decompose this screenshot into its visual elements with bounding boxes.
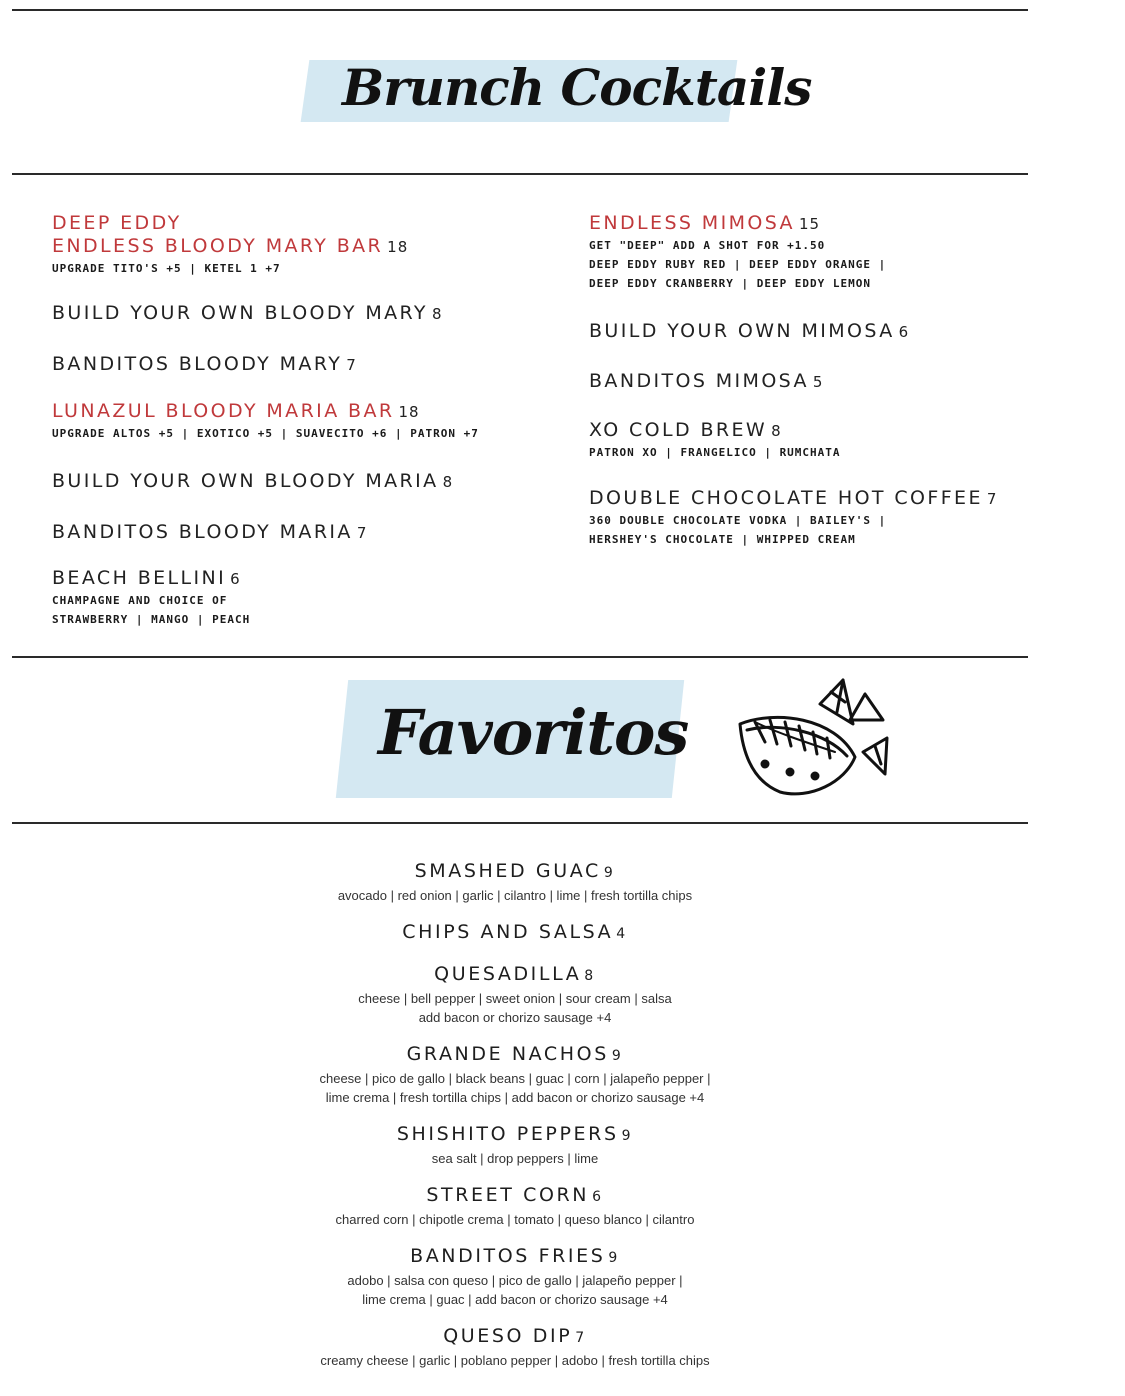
menu-item bbox=[52, 353, 532, 377]
menu-item-description: DEEP EDDY CRANBERRY | DEEP EDDY LEMON bbox=[589, 277, 872, 290]
favorito-item bbox=[0, 1121, 1030, 1168]
favoritos-title: Favoritos bbox=[378, 696, 689, 769]
menu-item-name bbox=[52, 353, 532, 377]
favorito-item bbox=[0, 1182, 1030, 1229]
menu-item-name bbox=[589, 370, 1069, 394]
favorito-item bbox=[0, 1243, 1030, 1309]
favorito-price: 9 bbox=[621, 1128, 634, 1144]
menu-item-name-text: DOUBLE CHOCOLATE HOT COFFEE bbox=[589, 487, 983, 509]
favorito-price: 7 bbox=[575, 1330, 587, 1346]
favorito-description: charred corn | chipotle crema | tomato | queso blanco | cilantro bbox=[335, 1212, 695, 1227]
menu-item-price: 5 bbox=[812, 373, 824, 391]
menu-item-name bbox=[52, 302, 532, 326]
favorito-item bbox=[0, 919, 1030, 947]
cocktails-divider bbox=[12, 173, 1028, 175]
menu-item-description: PATRON XO | FRANGELICO | RUMCHATA bbox=[589, 446, 841, 459]
menu-item-description: GET "DEEP" ADD A SHOT FOR +1.50 bbox=[589, 239, 826, 252]
favorito-description: add bacon or chorizo sausage +4 bbox=[418, 1010, 612, 1025]
menu-item-name-text: BUILD YOUR OWN BLOODY MARIA bbox=[52, 470, 439, 492]
menu-item-price: 7 bbox=[346, 356, 357, 374]
menu-item-price: 15 bbox=[798, 215, 821, 233]
menu-item-price: 6 bbox=[230, 570, 241, 588]
favorito-name-text: SHISHITO PEPPERS bbox=[396, 1123, 619, 1145]
favorito-description: adobo | salsa con queso | pico de gallo | jalapeño pepper | bbox=[347, 1273, 683, 1288]
favorito-price: 9 bbox=[608, 1250, 620, 1266]
menu-item-name bbox=[52, 400, 532, 424]
menu-item bbox=[589, 320, 1069, 344]
menu-item-name bbox=[52, 567, 532, 591]
favorito-price: 9 bbox=[611, 1048, 624, 1064]
menu-item bbox=[589, 370, 1069, 394]
menu-item bbox=[589, 419, 1069, 462]
menu-item-name bbox=[589, 320, 1069, 344]
menu-item-price: 18 bbox=[387, 238, 409, 256]
menu-item-name-text: BANDITOS BLOODY MARIA bbox=[52, 521, 353, 543]
menu-item-name: DEEP EDDY bbox=[52, 212, 182, 234]
favorito-description: lime crema | guac | add bacon or chorizo sausage +4 bbox=[362, 1292, 668, 1307]
favorito-name bbox=[0, 1243, 1030, 1271]
favoritos-bottom-divider bbox=[12, 822, 1028, 824]
favorito-name-text: STREET CORN bbox=[426, 1184, 590, 1206]
menu-item-description: 360 DOUBLE CHOCOLATE VODKA | BAILEY'S | bbox=[589, 514, 887, 527]
menu-item bbox=[52, 302, 532, 326]
menu-item-name-text: LUNAZUL BLOODY MARIA BAR bbox=[52, 400, 395, 422]
menu-item-price: 8 bbox=[431, 305, 443, 323]
favorito-name-text: CHIPS AND SALSA bbox=[402, 921, 614, 943]
menu-item-name-text: BUILD YOUR OWN MIMOSA bbox=[589, 320, 895, 342]
cocktails-title: Brunch Cocktails bbox=[342, 58, 812, 117]
menu-item-name bbox=[589, 419, 1069, 443]
menu-item-name bbox=[52, 235, 532, 259]
menu-item-name bbox=[589, 212, 1069, 236]
favorito-name bbox=[0, 919, 1030, 947]
menu-item bbox=[589, 487, 1069, 549]
menu-item bbox=[52, 470, 532, 494]
favorito-price: 9 bbox=[603, 865, 616, 881]
favorito-price: 8 bbox=[584, 968, 596, 984]
favorito-name bbox=[0, 858, 1030, 886]
nachos-icon bbox=[735, 672, 895, 807]
favorito-description: cheese | pico de gallo | black beans | guac | corn | jalapeño pepper | bbox=[319, 1071, 711, 1086]
cocktails-left-column bbox=[52, 212, 532, 629]
menu-item-price: 18 bbox=[398, 403, 420, 421]
cocktails-right-column bbox=[589, 212, 1069, 549]
favorito-name bbox=[0, 1041, 1030, 1069]
menu-item-name bbox=[589, 487, 1069, 511]
menu-item-name-text: BUILD YOUR OWN BLOODY MARY bbox=[52, 302, 428, 324]
menu-item bbox=[589, 212, 1069, 293]
menu-item bbox=[52, 400, 532, 443]
favorito-item bbox=[0, 858, 1030, 905]
favorito-price: 6 bbox=[592, 1189, 604, 1205]
menu-item-name-text: BEACH BELLINI bbox=[52, 567, 227, 589]
favorito-description: avocado | red onion | garlic | cilantro | lime | fresh tortilla chips bbox=[337, 888, 693, 903]
menu-item-name-text: ENDLESS MIMOSA bbox=[589, 212, 795, 234]
favorito-name-text: QUESADILLA bbox=[434, 963, 582, 985]
menu-item-price: 7 bbox=[356, 524, 368, 542]
favorito-name-text: SMASHED GUAC bbox=[414, 860, 601, 882]
menu-item-name-text: BANDITOS MIMOSA bbox=[589, 370, 809, 392]
favorito-name bbox=[0, 961, 1030, 989]
menu-item bbox=[52, 521, 532, 545]
menu-item-description: UPGRADE ALTOS +5 | EXOTICO +5 | SUAVECITO +6 | PATRON +7 bbox=[52, 427, 479, 440]
favoritos-top-divider bbox=[12, 656, 1028, 658]
favorito-description: cheese | bell pepper | sweet onion | sour cream | salsa bbox=[358, 991, 672, 1006]
favoritos-list bbox=[0, 858, 1030, 1384]
favorito-description: creamy cheese | garlic | poblano pepper | adobo | fresh tortilla chips bbox=[320, 1353, 710, 1368]
menu-item-name-text: BANDITOS BLOODY MARY bbox=[52, 353, 343, 375]
favorito-name bbox=[0, 1323, 1030, 1351]
menu-item bbox=[52, 567, 532, 629]
menu-item bbox=[52, 212, 532, 278]
menu-item-name-text: XO COLD BREW bbox=[589, 419, 768, 441]
favorito-description: lime crema | fresh tortilla chips | add bacon or chorizo sausage +4 bbox=[325, 1090, 705, 1105]
favorito-item bbox=[0, 961, 1030, 1027]
favorito-description: sea salt | drop peppers | lime bbox=[431, 1151, 599, 1166]
menu-item-description: STRAWBERRY | MANGO | PEACH bbox=[52, 613, 251, 626]
menu-item-name bbox=[52, 521, 532, 545]
menu-item-price: 6 bbox=[898, 323, 910, 341]
menu-item-description: DEEP EDDY RUBY RED | DEEP EDDY ORANGE | bbox=[589, 258, 887, 271]
menu-item-description: HERSHEY'S CHOCOLATE | WHIPPED CREAM bbox=[589, 533, 856, 546]
favorito-item bbox=[0, 1323, 1030, 1370]
top-divider bbox=[12, 9, 1028, 11]
menu-item-price: 8 bbox=[771, 422, 782, 440]
favorito-item bbox=[0, 1041, 1030, 1107]
menu-item-price: 7 bbox=[986, 490, 998, 508]
menu-item-name-line: ENDLESS BLOODY MARY BAR bbox=[52, 235, 384, 257]
favorito-name-text: BANDITOS FRIES bbox=[410, 1245, 606, 1267]
favorito-name bbox=[0, 1121, 1030, 1149]
favorito-name bbox=[0, 1182, 1030, 1210]
menu-item-description: UPGRADE TITO'S +5 | KETEL 1 +7 bbox=[52, 262, 281, 275]
menu-item-name bbox=[52, 470, 532, 494]
menu-item-description: CHAMPAGNE AND CHOICE OF bbox=[52, 594, 228, 607]
menu-item-price: 8 bbox=[442, 473, 454, 491]
favorito-price: 4 bbox=[616, 926, 628, 942]
favorito-name-text: GRANDE NACHOS bbox=[406, 1043, 609, 1065]
favorito-name-text: QUESO DIP bbox=[443, 1325, 573, 1347]
